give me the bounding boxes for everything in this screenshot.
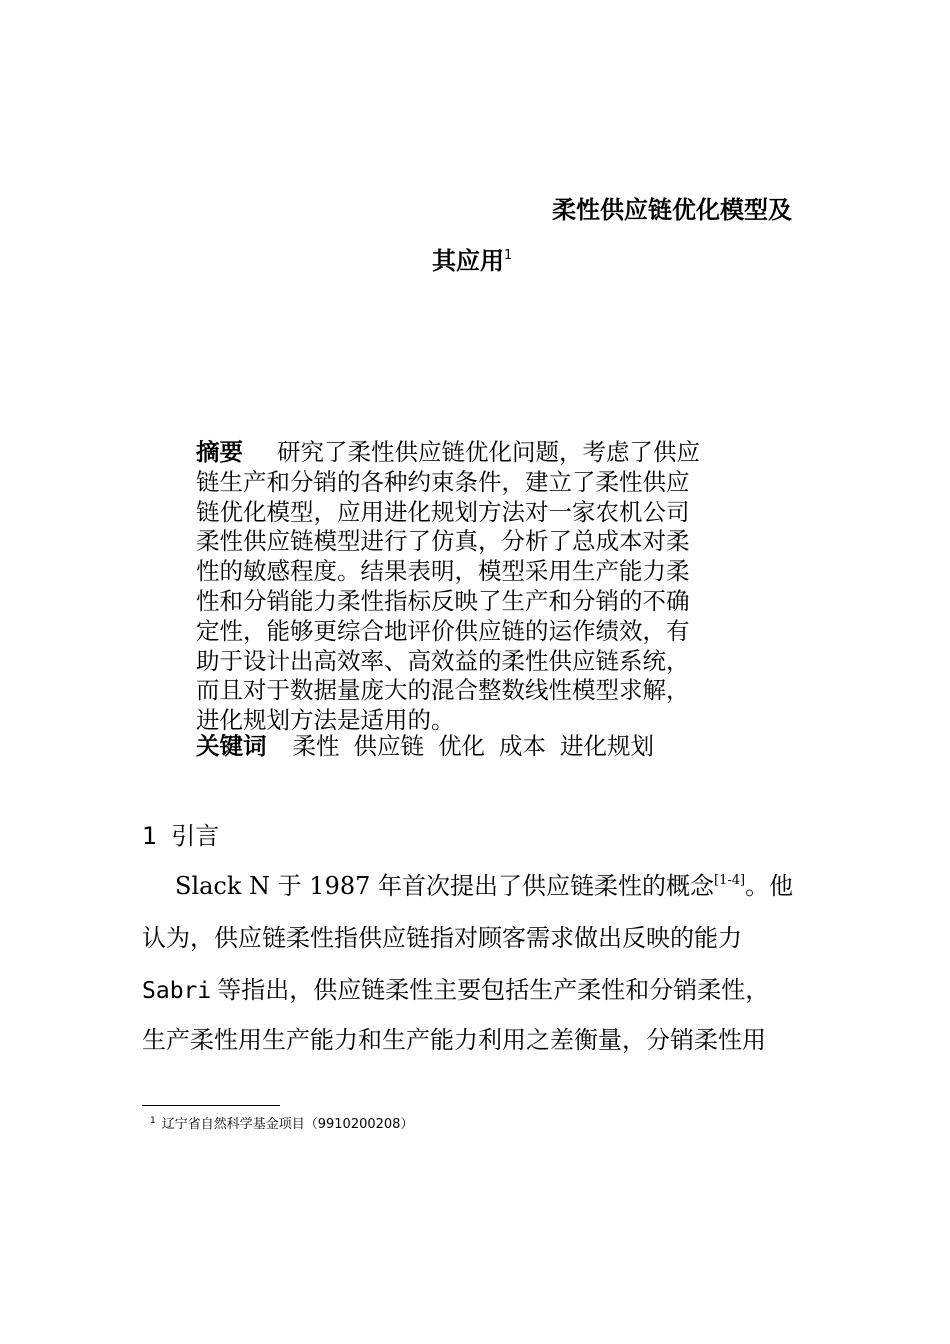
abstract-line: 定性，能够更综合地评价供应链的运作绩效，有 (196, 616, 690, 645)
abstract-block (196, 438, 761, 736)
author-name: Sabri (142, 978, 212, 1004)
keyword: 进化规划 (560, 732, 654, 760)
abstract-line: 链优化模型，应用进化规划方法对一家农机公司 (196, 497, 690, 526)
body-text-line: 生产柔性用生产能力和生产能力利用之差衡量，分销柔性用 (142, 1026, 766, 1054)
footnote-divider (142, 1105, 280, 1106)
abstract-line: 而且对于数据量庞大的混合整数线性模型求解， (196, 676, 690, 705)
body-text-line (175, 870, 793, 902)
keyword: 柔性 (292, 732, 340, 760)
title-footnote-mark: 1 (504, 248, 513, 263)
abstract-line: 进化规划方法是适用的。 (196, 706, 455, 735)
abstract-line: 性和分销能力柔性指标反映了生产和分销的不确 (196, 586, 690, 615)
footnote (150, 1115, 413, 1135)
abstract-line: 助于设计出高效率、高效益的柔性供应链系统， (196, 646, 690, 675)
keyword: 供应链 (353, 732, 424, 760)
body-text-line: 认为，供应链柔性指供应链指对顾客需求做出反映的能力 (142, 924, 742, 952)
abstract-label: 摘要 (196, 438, 243, 466)
citation: [1-4] (714, 873, 746, 888)
abstract-line: 性的敏感程度。结果表明，模型采用生产能力柔 (196, 557, 690, 586)
body-text: 等指出，供应链柔性主要包括生产柔性和分销柔性， (217, 976, 770, 1004)
section-title: 引言 (171, 822, 220, 850)
abstract-line: 柔性供应链模型进行了仿真，分析了总成本对柔 (196, 527, 690, 556)
paper-title-line-2 (432, 245, 512, 277)
paper-title-tail: 其应用 (432, 247, 504, 275)
footnote-text: 辽宁省自然科学基金项目（9910200208） (161, 1117, 414, 1132)
section-heading (142, 820, 219, 852)
keyword: 成本 (499, 732, 546, 760)
body-text: Slack N 于 1987 年首次提出了供应链柔性的概念 (175, 872, 715, 900)
paper-title-line-1: 柔性供应链优化模型及 (552, 196, 792, 224)
body-text-line (142, 974, 769, 1007)
keywords-line (196, 731, 654, 762)
keyword: 优化 (438, 732, 485, 760)
abstract-line (196, 438, 761, 468)
keywords-label: 关键词 (196, 732, 267, 760)
abstract-text: 研究了柔性供应链优化问题，考虑了供应 (277, 438, 700, 466)
abstract-line: 链生产和分销的各种约束条件，建立了柔性供应 (196, 467, 690, 496)
body-text: 。他 (745, 872, 794, 900)
section-number: 1 (142, 822, 158, 850)
footnote-mark: 1 (150, 1116, 156, 1126)
